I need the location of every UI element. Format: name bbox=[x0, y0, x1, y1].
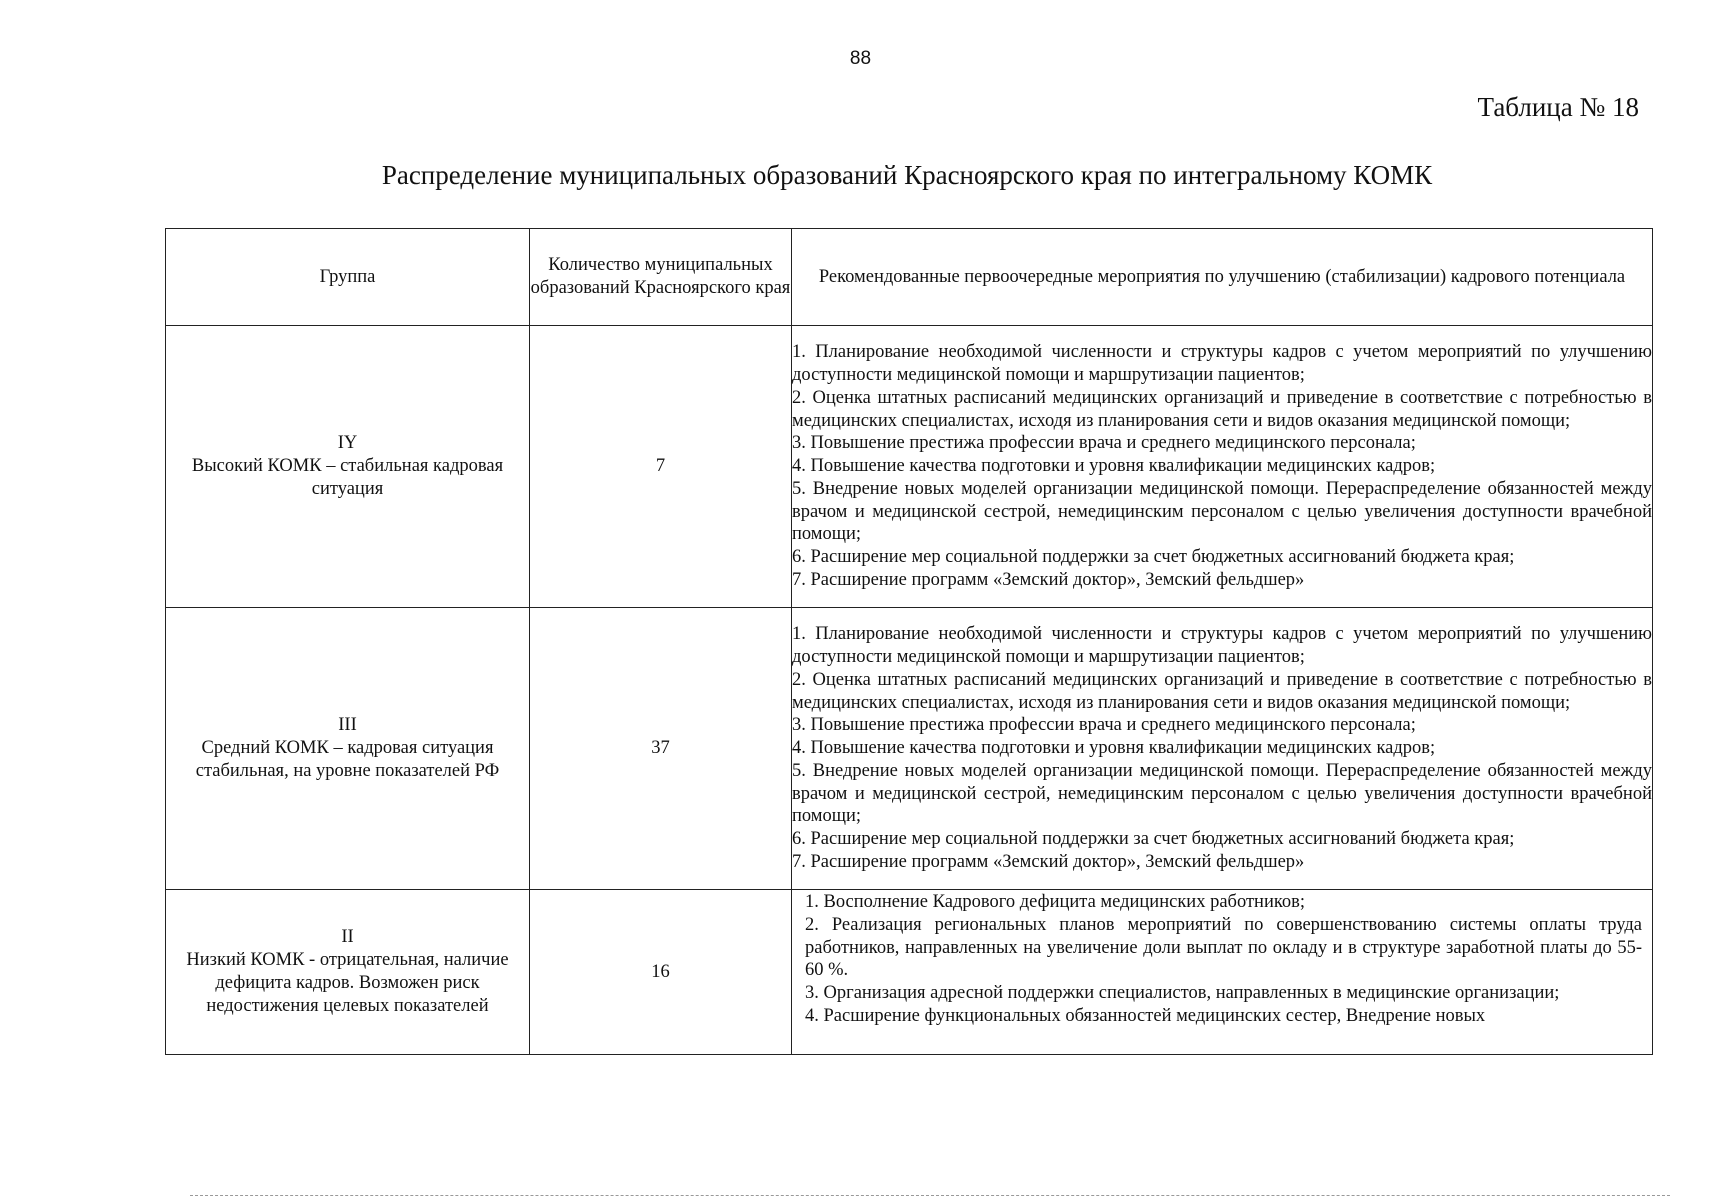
measure-item: 1. Планирование необходимой численности и структуры кадров с учетом мероприятий по улучшению доступности медицинской помощи и маршрутизации пациентов; bbox=[792, 342, 1652, 385]
table-label: Таблица № 18 bbox=[1477, 92, 1639, 122]
page-title: Распределение муниципальных образований Красноярского края по интегральному КОМК bbox=[381, 160, 1433, 190]
measure-item: 1. Восполнение Кадрового дефицита медицинских работников; bbox=[805, 892, 1306, 912]
measure-item: 4. Повышение качества подготовки и уровня квалификации медицинских кадров; bbox=[792, 738, 1436, 759]
measure-item: 3. Организация адресной поддержки специалистов, направленных в медицинские организации; bbox=[805, 983, 1560, 1004]
measure-item: 6. Расширение мер социальной поддержки за счет бюджетных ассигнований бюджета края; bbox=[792, 829, 1515, 850]
count-cell: 16 bbox=[530, 890, 792, 1055]
measures-cell bbox=[792, 326, 1653, 608]
measure-item: 5. Внедрение новых моделей организации медицинской помощи. Перераспределение обязанностей между врачом и медицинской сестрой, немедицинским персоналом с целью увеличения доступности врачебной помощи; bbox=[792, 478, 1652, 545]
group-cell bbox=[166, 890, 530, 1055]
table-row bbox=[166, 890, 1653, 1055]
header-group: Группа bbox=[166, 229, 530, 326]
measure-item: 2. Реализация региональных планов мероприятий по совершенствованию системы оплаты труда работников, направленных на увеличение доли выплат по окладу и в структуре заработной платы до 55-60 %. bbox=[805, 914, 1642, 981]
measure-item: 1. Планирование необходимой численности и структуры кадров с учетом мероприятий по улучшению доступности медицинской помощи и маршрутизации пациентов; bbox=[792, 624, 1652, 667]
group-description: Низкий КОМК - отрицательная, наличие дефицита кадров. Возможен риск недостижения целевых показателей bbox=[186, 950, 509, 1016]
measures-cell-wrapper bbox=[792, 890, 1653, 1055]
measure-item: 3. Повышение престижа профессии врача и среднего медицинского персонала; bbox=[792, 433, 1416, 454]
group-code: IY bbox=[337, 433, 358, 454]
measure-item: 4. Повышение качества подготовки и уровня квалификации медицинских кадров; bbox=[792, 456, 1436, 477]
table-row bbox=[166, 608, 1653, 890]
header-measures: Рекомендованные первоочередные мероприятия по улучшению (стабилизации) кадрового потенциала bbox=[792, 229, 1653, 326]
group-description: Средний КОМК – кадровая ситуация стабильная, на уровне показателей РФ bbox=[195, 738, 500, 781]
count-cell: 37 bbox=[530, 608, 792, 890]
group-description: Высокий КОМК – стабильная кадровая ситуация bbox=[191, 456, 504, 499]
measure-item: 2. Оценка штатных расписаний медицинских организаций и приведение в соответствие с потребностью в медицинских специалистах, исходя из планирования сети и видов оказания медицинской помощи; bbox=[792, 669, 1652, 713]
page-bottom-divider bbox=[190, 1195, 1670, 1196]
group-code: III bbox=[338, 715, 357, 736]
komk-distribution-table bbox=[165, 228, 1653, 1055]
measure-item: 6. Расширение мер социальной поддержки за счет бюджетных ассигнований бюджета края; bbox=[792, 547, 1515, 568]
group-cell bbox=[166, 608, 530, 890]
measure-item: 2. Оценка штатных расписаний медицинских организаций и приведение в соответствие с потребностью в медицинских специалистах, исходя из планирования сети и видов оказания медицинской помощи; bbox=[792, 387, 1652, 431]
group-code: II bbox=[341, 927, 354, 948]
table-header-row bbox=[166, 229, 1653, 326]
table-row bbox=[166, 326, 1653, 608]
header-count: Количество муниципальных образований Красноярского края bbox=[530, 229, 792, 326]
measure-item: 7. Расширение программ «Земский доктор», Земский фельдшер» bbox=[792, 852, 1305, 873]
measures-cell bbox=[792, 890, 1652, 1054]
measure-item: 4. Расширение функциональных обязанностей медицинских сестер, Внедрение новых bbox=[805, 1005, 1486, 1026]
page-number: 88 bbox=[849, 48, 872, 69]
count-cell: 7 bbox=[530, 326, 792, 608]
measure-item: 3. Повышение престижа профессии врача и среднего медицинского персонала; bbox=[792, 715, 1416, 736]
measure-item: 7. Расширение программ «Земский доктор», Земский фельдшер» bbox=[792, 570, 1305, 591]
measure-item: 5. Внедрение новых моделей организации медицинской помощи. Перераспределение обязанностей между врачом и медицинской сестрой, немедицинским персоналом с целью увеличения доступности врачебной помощи; bbox=[792, 760, 1652, 827]
group-cell bbox=[166, 326, 530, 608]
measures-cell bbox=[792, 608, 1653, 890]
